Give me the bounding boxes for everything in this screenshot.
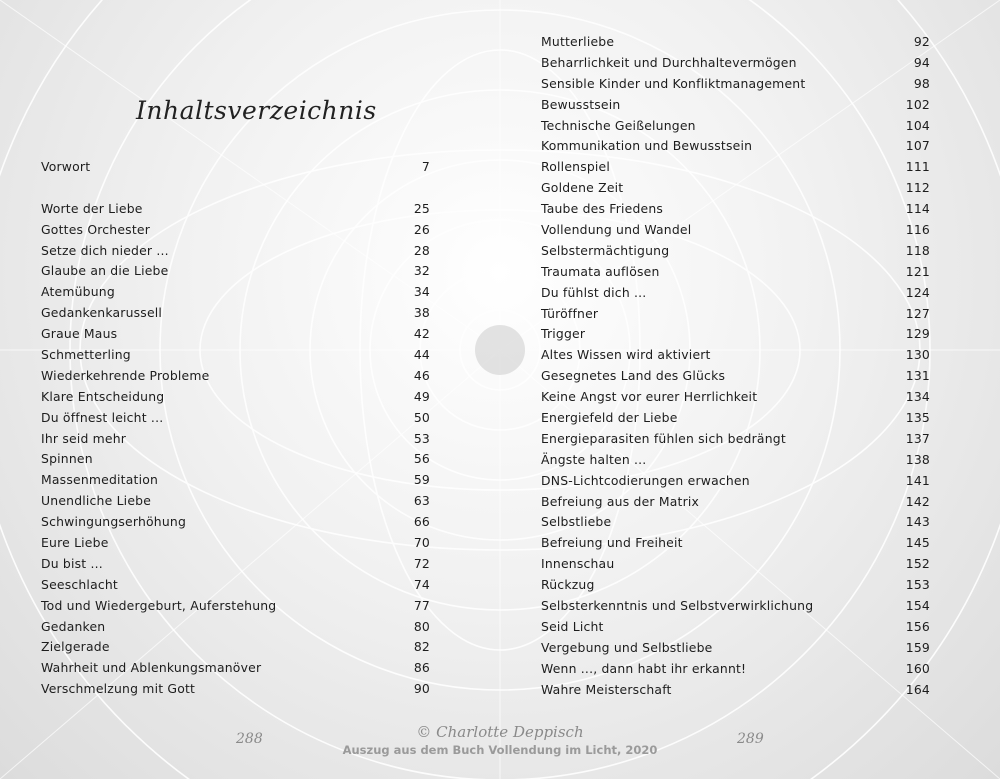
toc-entry-title: Altes Wissen wird aktiviert (541, 347, 711, 363)
copyright-watermark: © Charlotte Deppisch (416, 723, 584, 741)
toc-entry (541, 596, 930, 617)
toc-entry-title: Innenschau (541, 556, 615, 572)
toc-entry-title: Worte der Liebe (41, 200, 143, 216)
toc-entry-page: 135 (905, 410, 930, 426)
toc-entry-title: Befreiung und Freiheit (541, 535, 683, 551)
toc-entry-title: Du bist ... (41, 555, 103, 571)
toc-entry-title: Vergebung und Selbstliebe (541, 639, 713, 655)
toc-entry-page: 130 (905, 347, 930, 363)
toc-entry (541, 262, 930, 283)
toc-entry (41, 575, 430, 596)
toc-entry-page: 94 (913, 54, 930, 70)
toc-entry-page: 77 (413, 597, 430, 613)
toc-entry (541, 74, 930, 95)
toc-entry-page: 138 (905, 451, 930, 467)
toc-entry (41, 345, 430, 366)
toc-entry-page: 56 (413, 451, 430, 467)
toc-entry (541, 554, 930, 575)
toc-entry (541, 199, 930, 220)
toc-entry (541, 116, 930, 137)
toc-entry-page: 131 (905, 368, 930, 384)
toc-entry-page: 111 (905, 159, 930, 175)
toc-entry-title: Taube des Friedens (541, 201, 664, 217)
toc-entry-page: 142 (905, 493, 930, 509)
toc-entry-title: Gesegnetes Land des Glücks (541, 368, 726, 384)
toc-entry (541, 53, 930, 74)
toc-entry-title: Seid Licht (541, 618, 604, 634)
page-number-left: 288 (236, 731, 263, 747)
toc-entry-page: 154 (905, 598, 930, 614)
toc-entry-title: Selbstliebe (541, 514, 612, 530)
toc-entry-page: 50 (413, 409, 430, 425)
toc-entry-page: 53 (413, 430, 430, 446)
toc-entry-page: 25 (413, 200, 430, 216)
toc-entry (41, 533, 430, 554)
toc-entry-page: 26 (413, 221, 430, 237)
toc-entry-page: 42 (413, 326, 430, 342)
toc-right-column (541, 32, 930, 701)
toc-entry-page: 118 (905, 242, 930, 258)
toc-entry-title: Sensible Kinder und Konfliktmanagement (541, 75, 806, 91)
toc-entry (41, 596, 430, 617)
toc-entry-title: Kommunikation und Bewusstsein (541, 138, 753, 154)
toc-entry-title: Atemübung (41, 284, 115, 300)
toc-entry (41, 617, 430, 638)
toc-entry-title: Energieparasiten fühlen sich bedrängt (541, 430, 786, 446)
toc-entry-title: Schmetterling (41, 347, 131, 363)
toc-entry-title: Zielgerade (41, 639, 110, 655)
toc-entry (541, 659, 930, 680)
toc-entry-title: Vollendung und Wandel (541, 222, 692, 238)
toc-entry-page: 98 (913, 75, 930, 91)
toc-entry-title: Befreiung aus der Matrix (541, 493, 700, 509)
toc-entry-title: Rückzug (541, 577, 595, 593)
toc-entry-title: Gottes Orchester (41, 221, 151, 237)
toc-entry (41, 679, 430, 700)
toc-entry-page: 102 (905, 96, 930, 112)
toc-entry-title: Wiederkehrende Probleme (41, 367, 210, 383)
toc-entry (41, 261, 430, 282)
toc-entry-title: Unendliche Liebe (41, 493, 152, 509)
toc-entry-page: 90 (413, 681, 430, 697)
toc-entry (41, 470, 430, 491)
toc-entry-page: 63 (413, 493, 430, 509)
toc-entry-title: Du fühlst dich ... (541, 284, 647, 300)
toc-entry (541, 324, 930, 345)
toc-entry-title: Beharrlichkeit und Durchhaltevermögen (541, 54, 797, 70)
toc-entry (41, 303, 430, 324)
toc-entry (541, 533, 930, 554)
toc-entry (541, 345, 930, 366)
toc-entry-page: 82 (413, 639, 430, 655)
toc-entry-page: 72 (413, 555, 430, 571)
toc-entry-page: 116 (905, 222, 930, 238)
toc-entry (41, 491, 430, 512)
toc-entry-page: 46 (413, 367, 430, 383)
toc-entry (41, 387, 430, 408)
toc-entry (541, 638, 930, 659)
toc-entry-title: Klare Entscheidung (41, 388, 165, 404)
toc-entry (41, 157, 430, 178)
toc-entry-page: 134 (905, 389, 930, 405)
toc-entry (541, 241, 930, 262)
toc-entry-title: Glaube an die Liebe (41, 263, 169, 279)
toc-entry (541, 304, 930, 325)
toc-entry-title: Ihr seid mehr (41, 430, 127, 446)
page-number-right: 289 (737, 731, 764, 747)
toc-entry-title: Goldene Zeit (541, 180, 624, 196)
toc-entry-title: Gedanken (41, 618, 106, 634)
toc-entry (541, 408, 930, 429)
toc-entry-page: 121 (905, 263, 930, 279)
toc-entry-page: 127 (905, 305, 930, 321)
toc-entry-page: 124 (905, 284, 930, 300)
toc-entry-page: 70 (413, 535, 430, 551)
toc-entry-title: Tod und Wiedergeburt, Auferstehung (41, 597, 277, 613)
toc-entry (41, 429, 430, 450)
toc-entry-title: Spinnen (41, 451, 93, 467)
toc-entry-title: Technische Geißelungen (541, 117, 696, 133)
toc-entry-page: 32 (413, 263, 430, 279)
toc-entry (541, 575, 930, 596)
toc-entry-page: 160 (905, 660, 930, 676)
toc-entry (41, 449, 430, 470)
toc-entry (541, 387, 930, 408)
toc-entry (41, 366, 430, 387)
toc-entry-title: Traumata auflösen (541, 263, 660, 279)
toc-entry-page: 66 (413, 514, 430, 530)
toc-entry-title: Trigger (541, 326, 586, 342)
toc-entry-title: Graue Maus (41, 326, 118, 342)
toc-entry (41, 637, 430, 658)
toc-entry-page: 137 (905, 430, 930, 446)
toc-entry-page: 49 (413, 388, 430, 404)
toc-entry-title: Türöffner (541, 305, 599, 321)
toc-entry-title: Setze dich nieder ... (41, 242, 169, 258)
toc-entry-title: Ängste halten ... (541, 451, 647, 467)
toc-entry-title: Mutterliebe (541, 34, 615, 49)
toc-entry (541, 492, 930, 513)
toc-entry-title: DNS-Lichtcodierungen erwachen (541, 472, 750, 488)
toc-entry-title: Massenmeditation (41, 472, 159, 488)
toc-entry-title: Schwingungserhöhung (41, 514, 187, 530)
toc-entry (541, 366, 930, 387)
toc-entry (541, 617, 930, 638)
toc-entry-title: Verschmelzung mit Gott (41, 681, 196, 697)
toc-entry-page: 80 (413, 618, 430, 634)
toc-entry-page: 152 (905, 556, 930, 572)
toc-entry-page: 141 (905, 472, 930, 488)
toc-entry-page: 34 (413, 284, 430, 300)
toc-entry-page: 104 (905, 117, 930, 133)
toc-entry (541, 157, 930, 178)
toc-left-column (41, 157, 430, 700)
toc-entry (41, 324, 430, 345)
toc-entry-page: 107 (905, 138, 930, 154)
toc-entry-title: Keine Angst vor eurer Herrlichkeit (541, 389, 758, 405)
toc-entry (41, 554, 430, 575)
toc-entry (41, 658, 430, 679)
toc-entry-page: 7 (421, 159, 430, 174)
toc-entry (541, 680, 930, 701)
toc-entry (41, 282, 430, 303)
toc-entry-page: 86 (413, 660, 430, 676)
toc-entry (541, 471, 930, 492)
toc-entry (541, 220, 930, 241)
toc-entry-title: Wahrheit und Ablenkungsmanöver (41, 660, 262, 676)
toc-entry (41, 178, 430, 199)
toc-entry (541, 450, 930, 471)
toc-entry (41, 199, 430, 220)
toc-entry-page: 38 (413, 305, 430, 321)
toc-entry (41, 512, 430, 533)
toc-entry-title: Selbstermächtigung (541, 242, 670, 258)
toc-entry-title: Gedankenkarussell (41, 305, 163, 321)
toc-entry (541, 32, 930, 53)
toc-entry-page: 153 (905, 577, 930, 593)
toc-entry-page: 112 (905, 180, 930, 196)
toc-entry (541, 136, 930, 157)
toc-entry-page: 114 (905, 201, 930, 217)
toc-entry-title: Energiefeld der Liebe (541, 410, 678, 426)
toc-entry-title: Du öffnest leicht ... (41, 409, 164, 425)
toc-entry-title: Selbsterkenntnis und Selbstverwirklichung (541, 598, 814, 614)
toc-entry-title: Bewusstsein (541, 96, 621, 112)
toc-entry (541, 178, 930, 199)
toc-entry-title: Vorwort (41, 159, 91, 174)
toc-entry (541, 283, 930, 304)
excerpt-note: Auszug aus dem Buch Vollendung im Licht, 2020 (342, 743, 658, 757)
toc-entry-title: Seeschlacht (41, 576, 118, 592)
toc-entry-page: 143 (905, 514, 930, 530)
toc-entry-page: 145 (905, 535, 930, 551)
toc-entry-title: Wenn ..., dann habt ihr erkannt! (541, 660, 747, 676)
toc-entry-page: 74 (413, 576, 430, 592)
toc-entry-page: 59 (413, 472, 430, 488)
page-title: Inhaltsverzeichnis (136, 96, 377, 125)
toc-entry (541, 429, 930, 450)
toc-entry-page: 28 (413, 242, 430, 258)
toc-entry (41, 408, 430, 429)
toc-entry (41, 241, 430, 262)
toc-entry-page: 129 (905, 326, 930, 342)
toc-entry-page: 159 (905, 639, 930, 655)
toc-entry (541, 95, 930, 116)
toc-entry-page: 164 (905, 681, 930, 697)
toc-entry-title: Rollenspiel (541, 159, 611, 175)
toc-entry-page: 92 (913, 34, 930, 49)
toc-entry-title: Eure Liebe (41, 535, 109, 551)
toc-entry-page: 44 (413, 347, 430, 363)
toc-entry (41, 220, 430, 241)
toc-entry-title: Wahre Meisterschaft (541, 681, 672, 697)
toc-entry-page: 156 (905, 618, 930, 634)
toc-entry (541, 512, 930, 533)
